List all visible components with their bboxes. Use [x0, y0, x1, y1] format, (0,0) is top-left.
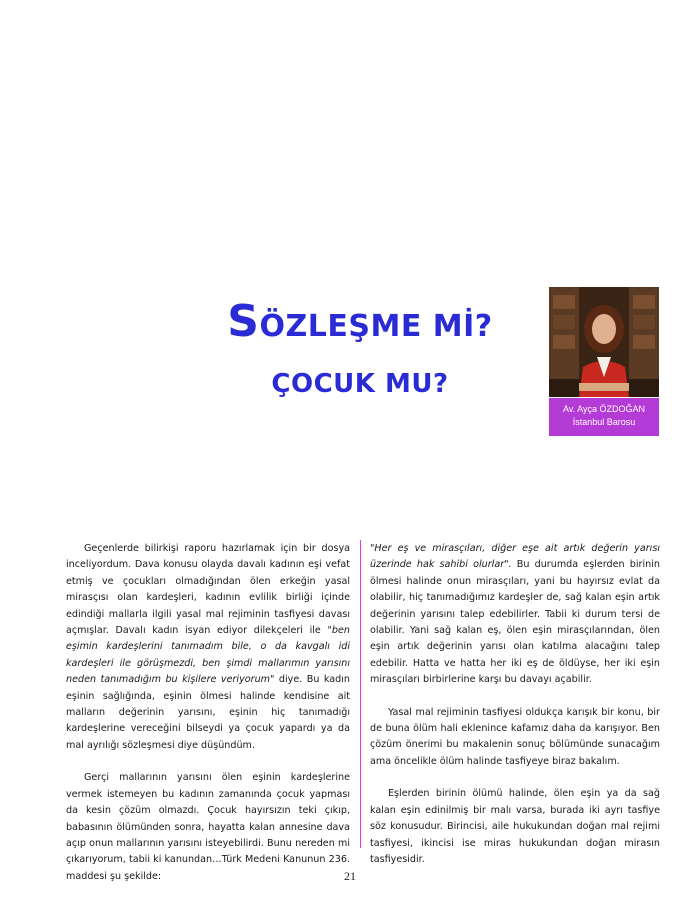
title-line-1 [150, 296, 570, 347]
left-p1-text-b: diye. Bu kadın eşinin sağlığında, eşinin ölmesi halinde kendisine ait malların değerinin yarısını, eşinin hiç tanımadığı kardeşlerine vereceğini bilseydi ya çocuk yapardı ya da mal ayrılığı sözleşmesi diye düşündüm. [66, 674, 351, 751]
left-column [66, 541, 350, 901]
right-p1-quote: "Her eş ve mirasçıları, diğer eşe ait artık değerin yarısı üzerinde hak sahibi olurlar". [370, 543, 660, 571]
title-initial: S [227, 296, 260, 347]
right-paragraph-3: Eşlerden birinin ölümü halinde, ölen eşin ya da sağ kalan eşin edinilmiş bir malı varsa, burada iki ayrı tasfiye söz konusudur. Birincisi, aile hukukundan doğan mal rejimi tasfiyesi, ikincisi ise miras hukukundan doğan mirasın tasfiyesidir. [370, 788, 660, 865]
right-paragraph-1 [370, 541, 660, 689]
page-number: 21 [344, 869, 356, 883]
left-p1-quote: "ben eşimin kardeşlerini tanımadım bile, o da kavgalı idi kardeşleri ile görüşmezdi, ben şimdi mallarımın yarısını neden tanımadığım bu kişilere veriyorum" [66, 625, 350, 686]
column-divider [360, 540, 361, 848]
author-caption [549, 398, 659, 436]
right-column [370, 541, 660, 884]
left-p1-text-a: Geçenlerde bilirkişi raporu hazırlamak için bir dosya inceliyordum. Dava konusu olayda davalı kadının eşi vefat etmiş ve çocukları olmadığından ölen erkeğin yasal mirasçısı olan kardeşleri, kadının evlilik birliği içinde edindiği mallarla ilgili yasal mal rejiminin tasfiyesi davası açmışlar. Davalı kadın isyan ediyor dilekçeleri ile [66, 543, 350, 637]
right-paragraph-2: Yasal mal rejiminin tasfiyesi oldukça karışık bir konu, bir de buna ölüm hali eklenince kafamız daha da karışıyor. Ben çözüm önerimi bu makalenin sonuç bölümünde sunacağım ama öncelikle ölüm halinde tasfiyeye biraz bakalım. [370, 706, 660, 767]
left-paragraph-2: Gerçi mallarının yarısını ölen eşinin kardeşlerine vermek istemeyen bu kadının zamanında çocuk yapması da kesin çözüm olmazdı. Çocuk hayırsızın teki çıkıp, babasının ölümünden sonra, hayatta kalan annesine dava açıp onun mallarının yarısını isteyebilirdi. Bunu nereden mi çıkarıyorum, tabii ki kanundan…Türk Medeni Kanunun 236. maddesi şu şekilde: [66, 772, 350, 882]
left-paragraph-1 [66, 541, 350, 754]
author-name: Av. Ayça ÖZDOĞAN [562, 404, 646, 414]
author-affiliation: İstanbul Barosu [572, 417, 636, 427]
author-photo [549, 287, 659, 397]
title-line-2: ÇOCUK MU? [271, 369, 449, 399]
title-line-1-rest: ÖZLEŞME Mİ? [259, 309, 493, 344]
right-p1-text: Bu durumda eşlerden birinin ölmesi halinde onun mirasçıları, yani bu hayırsız evlat da olabilir, hiç tanımadığımız kardeşler de, sağ kalan eşin artık değerinin yarısını talep edebilirler. Tabii ki durum tersi de olabilir. Yani sağ kalan eş, ölen eşin mirasçılarından, ölen eşin artık değerinin yarısı olan katılma alacağını talep edebilir. Hatta ve hatta her iki eş de öldüyse, her iki eşin mirasçıları birbirlerine karşı bu davayı açabilir. [370, 559, 660, 686]
